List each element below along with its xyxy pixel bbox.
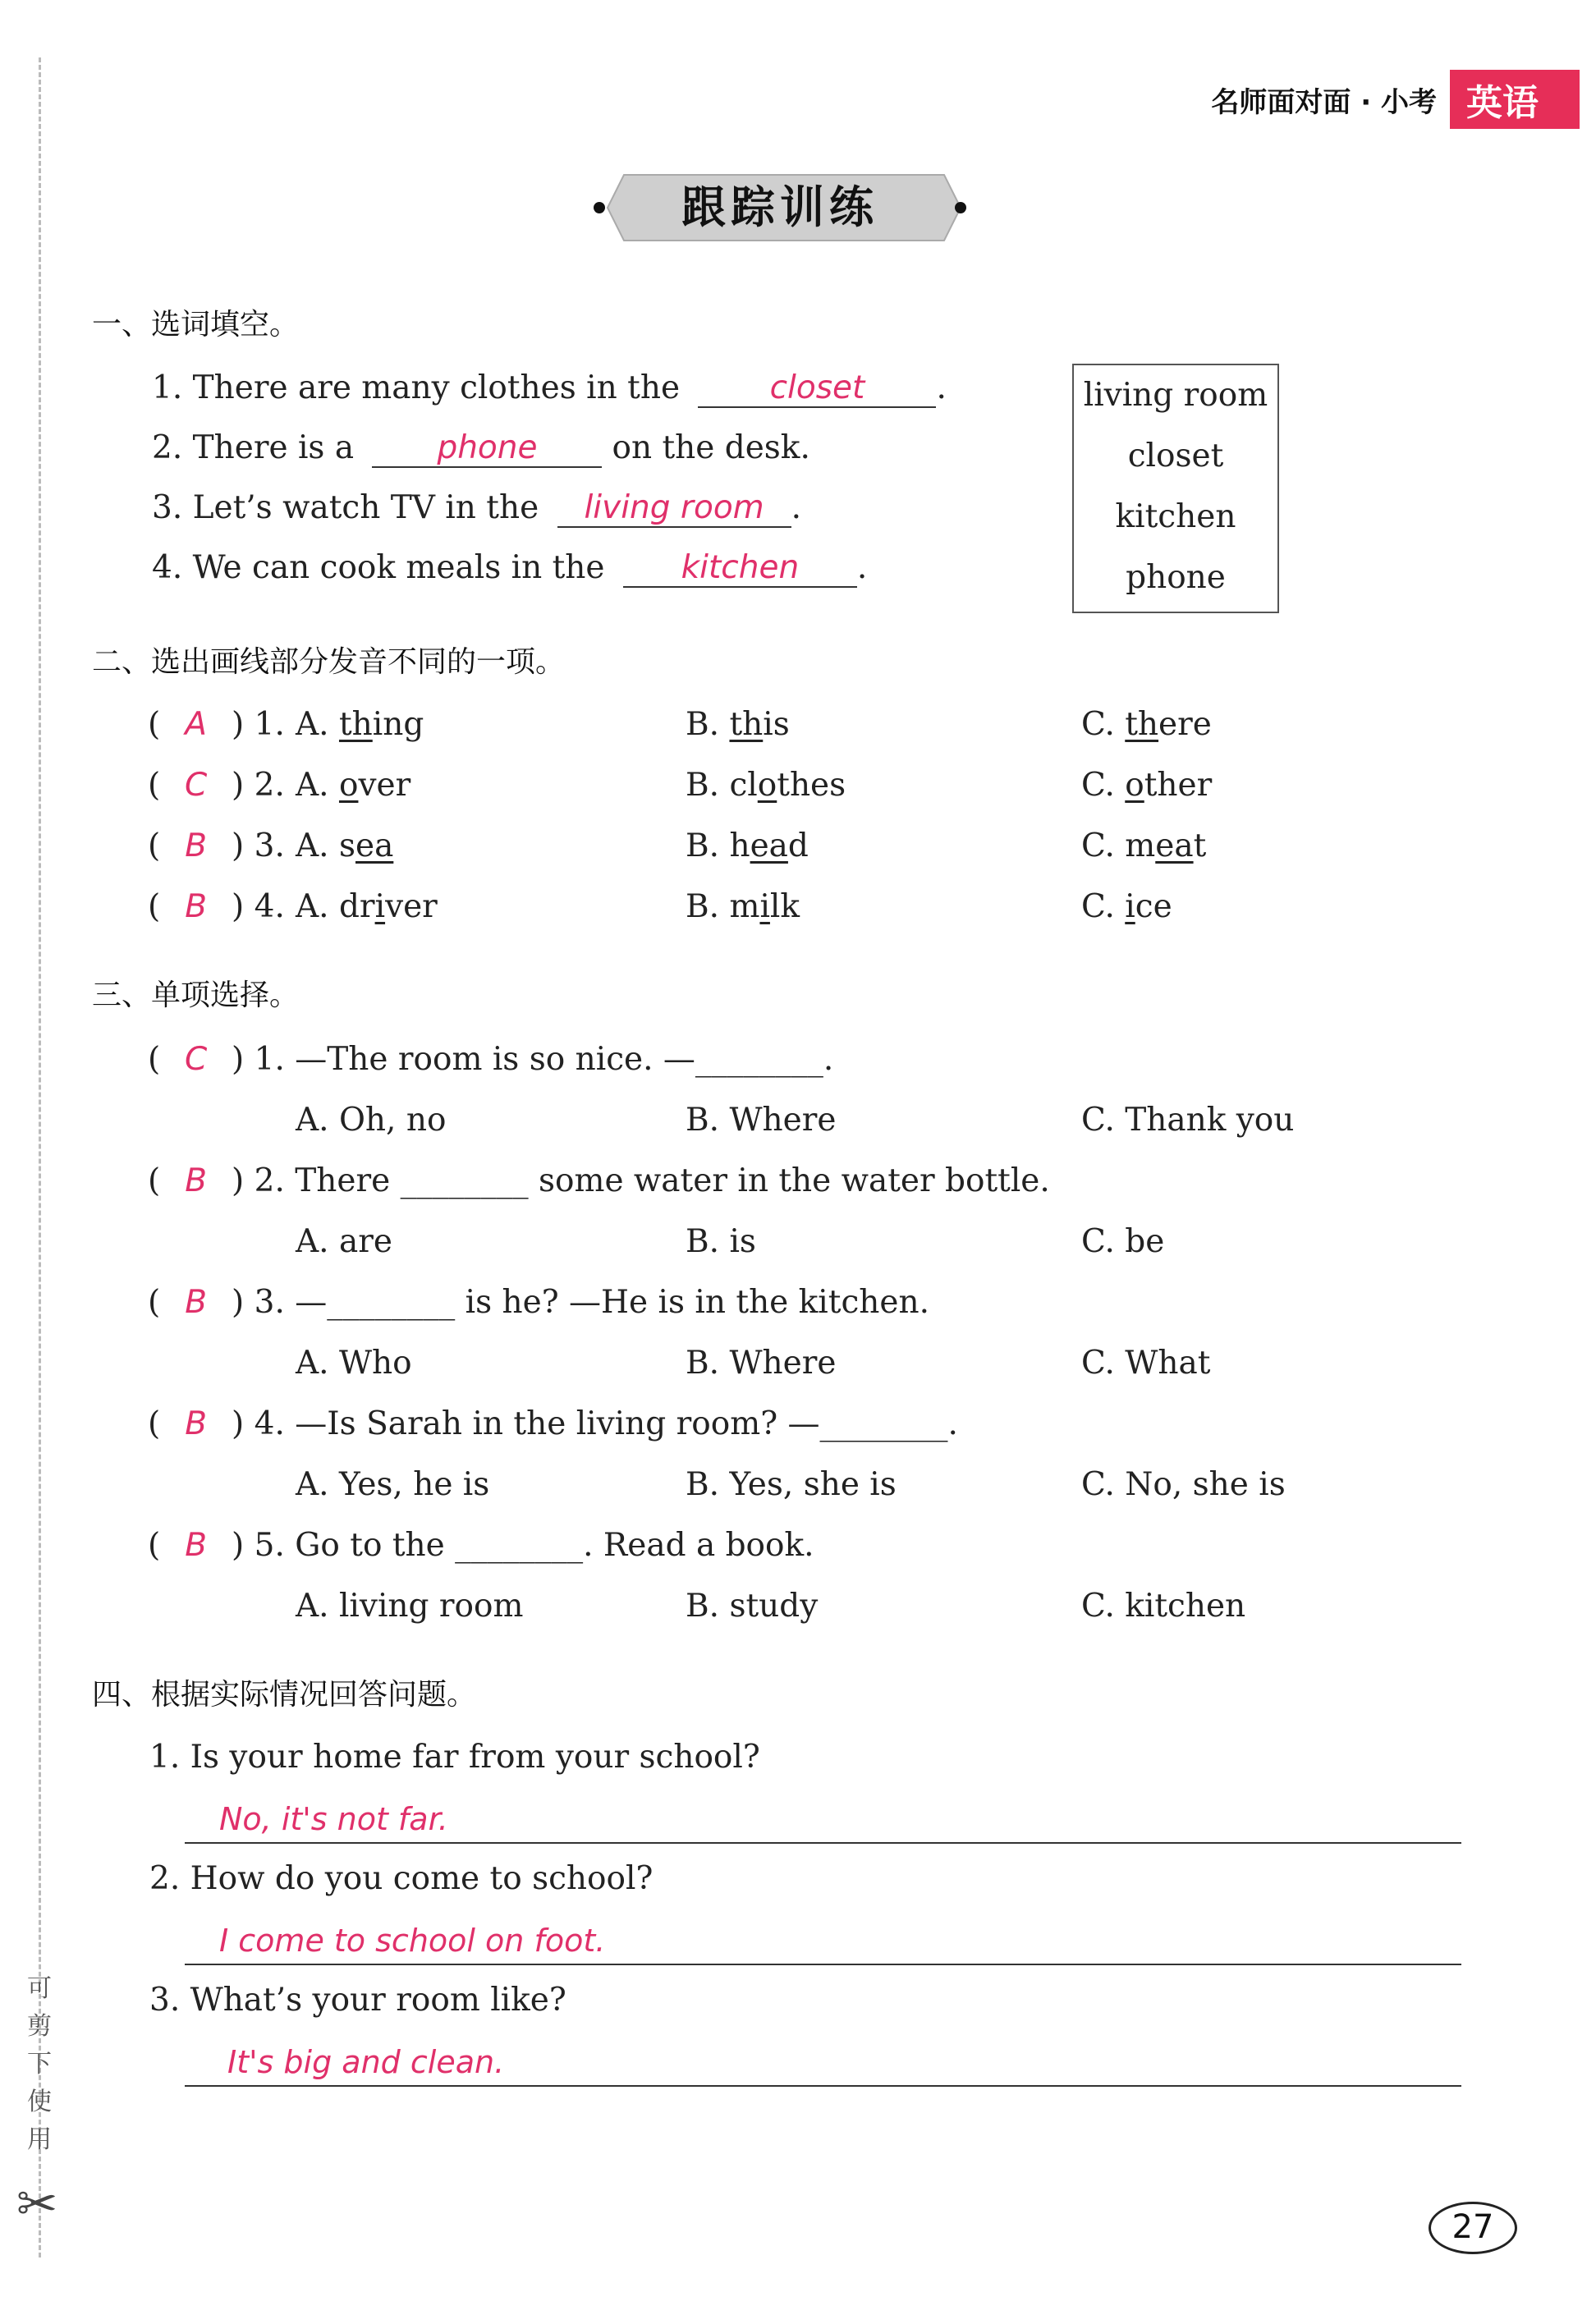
option-b: B. Where	[686, 1102, 837, 1139]
fill-item-tail: on the desk.	[612, 429, 810, 466]
underlined-part: o	[338, 767, 359, 804]
word-bank	[1072, 364, 1279, 613]
option-text: ere	[1158, 706, 1212, 743]
question-text: 5. Go to the ________. Read a book.	[254, 1527, 814, 1564]
option-c: C. be	[1081, 1223, 1165, 1260]
answer-paren[interactable]: ( C ) 2.	[148, 767, 285, 804]
cut-label	[23, 1970, 56, 2159]
question-text: 1. —The room is so nice. —________.	[254, 1041, 834, 1078]
subject-badge: 英语	[1450, 70, 1580, 129]
fill-item	[152, 429, 810, 468]
answer-blank[interactable]	[557, 491, 791, 528]
option-text: ther	[1144, 767, 1213, 804]
fill-item-tail: .	[936, 369, 947, 406]
option-a	[296, 827, 393, 864]
answer-line[interactable]	[185, 1918, 1461, 1965]
underlined-part: th	[1125, 706, 1159, 743]
written-answer: It's big and clean.	[227, 2044, 505, 2080]
option-text: B. h	[686, 827, 750, 864]
fill-item-tail: .	[856, 549, 868, 586]
fill-item-text: 2. There is a	[152, 429, 355, 466]
cut-label-char: 下	[27, 2050, 52, 2079]
option-text: ing	[372, 706, 424, 743]
page-number: 27	[1429, 2202, 1517, 2254]
option-b: B. study	[686, 1588, 819, 1625]
answer-paren[interactable]: ( A ) 1.	[148, 706, 285, 743]
question-text: 3. —________ is he? —He is in the kitchen.	[254, 1284, 929, 1321]
option-a: A. Who	[296, 1345, 412, 1382]
banner-title: 跟踪训练	[681, 181, 878, 233]
fill-item-text: 3. Let’s watch TV in the	[152, 489, 539, 526]
question-text: 3. What’s your room like?	[149, 1982, 566, 2019]
word-bank-item: phone	[1126, 559, 1226, 596]
scissors-icon: ✂	[16, 2175, 58, 2233]
underlined-part: ea	[355, 827, 394, 864]
option-c	[1081, 827, 1206, 864]
underlined-part: i	[1125, 888, 1135, 925]
option-a	[296, 706, 424, 743]
option-text: B.	[686, 706, 730, 743]
fill-answer: living room	[584, 489, 764, 526]
series-brand: 名师面对面 · 小考	[1211, 85, 1437, 119]
written-answer: I come to school on foot.	[219, 1923, 606, 1959]
fill-answer: phone	[437, 429, 538, 466]
answer-blank[interactable]	[623, 551, 857, 588]
cut-line	[39, 57, 41, 2257]
choice-answer: B	[185, 827, 207, 864]
option-c	[1081, 767, 1212, 804]
cut-label-char: 剪	[27, 2012, 52, 2041]
answer-paren[interactable]: ( B ) 3. —________ is he? —He is in the kitchen.	[148, 1284, 929, 1321]
option-b: B. Where	[686, 1345, 837, 1382]
word-bank-item: living room	[1083, 377, 1268, 414]
option-text: B. cl	[686, 767, 758, 804]
choice-answer: B	[185, 1162, 207, 1199]
option-text: thes	[777, 767, 846, 804]
fill-answer: closet	[769, 369, 865, 406]
option-text: ver	[385, 888, 438, 925]
option-a: A. are	[296, 1223, 392, 1260]
choice-answer: B	[185, 1527, 207, 1564]
section-banner	[591, 168, 969, 247]
cut-label-char: 可	[27, 1974, 52, 2003]
question-text: 1. Is your home far from your school?	[149, 1739, 760, 1776]
option-b: B. Yes, she is	[686, 1466, 897, 1503]
choice-answer: A	[185, 706, 207, 743]
fill-item-text: 4. We can cook meals in the	[152, 549, 605, 586]
answer-paren[interactable]: ( B ) 4.	[148, 888, 285, 925]
option-a	[296, 888, 438, 925]
option-a: A. living room	[296, 1588, 524, 1625]
answer-paren[interactable]: ( B ) 3.	[148, 827, 285, 864]
underlined-part: i	[374, 888, 386, 925]
option-text: A.	[296, 706, 339, 743]
option-b	[686, 827, 809, 864]
underlined-part: th	[729, 706, 764, 743]
answer-blank[interactable]	[372, 431, 602, 468]
underlined-part: o	[757, 767, 777, 804]
underlined-part: ea	[750, 827, 788, 864]
question-number: 3.	[254, 827, 285, 864]
option-c	[1081, 706, 1212, 743]
answer-blank[interactable]	[698, 371, 936, 408]
choice-answer: C	[185, 767, 208, 804]
option-text: B. m	[686, 888, 760, 925]
written-answer: No, it's not far.	[219, 1801, 448, 1837]
option-text: t	[1193, 827, 1207, 864]
option-text: A. s	[296, 827, 355, 864]
option-c: C. What	[1081, 1345, 1211, 1382]
page-header	[1211, 74, 1580, 125]
answer-paren[interactable]: ( B ) 5. Go to the ________. Read a book.	[148, 1527, 814, 1564]
option-text: ver	[358, 767, 411, 804]
choice-answer: C	[185, 1041, 208, 1078]
answer-paren[interactable]: ( B ) 2. There ________ some water in the water bottle.	[148, 1162, 1050, 1199]
answer-paren[interactable]: ( C ) 1. —The room is so nice. —________.	[148, 1041, 834, 1078]
underlined-part: th	[338, 706, 373, 743]
option-a: A. Yes, he is	[296, 1466, 490, 1503]
fill-answer: kitchen	[681, 549, 800, 586]
option-text: C.	[1081, 767, 1126, 804]
question-text: 2. How do you come to school?	[149, 1860, 654, 1897]
underlined-part: ea	[1155, 827, 1194, 864]
option-a: A. Oh, no	[296, 1102, 447, 1139]
option-text: is	[763, 706, 790, 743]
option-a	[296, 767, 410, 804]
option-text: C.	[1081, 706, 1126, 743]
option-c	[1081, 888, 1172, 925]
question-text: 4. —Is Sarah in the living room? —________.	[254, 1405, 958, 1442]
word-bank-item: closet	[1127, 438, 1224, 474]
option-b	[686, 767, 846, 804]
answer-line[interactable]	[185, 1796, 1461, 1844]
option-c: C. No, she is	[1081, 1466, 1286, 1503]
section4-heading: 四、根据实际情况回答问题。	[92, 1678, 477, 1712]
option-text: ce	[1135, 888, 1172, 925]
choice-answer: B	[185, 1405, 207, 1442]
option-b: B. is	[686, 1223, 756, 1260]
choice-answer: B	[185, 1284, 207, 1321]
option-text: d	[787, 827, 809, 864]
option-b	[686, 706, 790, 743]
underlined-part: o	[1125, 767, 1144, 804]
fill-item	[152, 489, 801, 528]
word-bank-item: kitchen	[1115, 498, 1236, 535]
section1-heading: 一、选词填空。	[92, 308, 300, 341]
underlined-part: i	[759, 888, 770, 925]
option-text: C.	[1081, 888, 1126, 925]
option-text: lk	[769, 888, 800, 925]
section2-heading: 二、选出画线部分发音不同的一项。	[92, 645, 566, 679]
fill-item	[152, 549, 867, 588]
cut-label-char: 使	[27, 2088, 52, 2116]
option-text: A.	[296, 767, 339, 804]
question-number: 1.	[254, 706, 285, 743]
question-number: 4.	[254, 888, 285, 925]
option-c: C. Thank you	[1081, 1102, 1295, 1139]
option-text: C. m	[1081, 827, 1156, 864]
option-text: A. dr	[296, 888, 375, 925]
fill-item-tail: .	[791, 489, 801, 526]
section3-heading: 三、单项选择。	[92, 979, 300, 1012]
answer-line[interactable]	[185, 2039, 1461, 2087]
fill-item	[152, 369, 947, 408]
question-text: 2. There ________ some water in the water bottle.	[254, 1162, 1050, 1199]
fill-item-text: 1. There are many clothes in the	[152, 369, 681, 406]
question-number: 2.	[254, 767, 285, 804]
option-b	[686, 888, 800, 925]
cut-label-char: 用	[27, 2125, 52, 2154]
option-c: C. kitchen	[1081, 1588, 1246, 1625]
choice-answer: B	[185, 888, 207, 925]
answer-paren[interactable]: ( B ) 4. —Is Sarah in the living room? —________.	[148, 1405, 958, 1442]
